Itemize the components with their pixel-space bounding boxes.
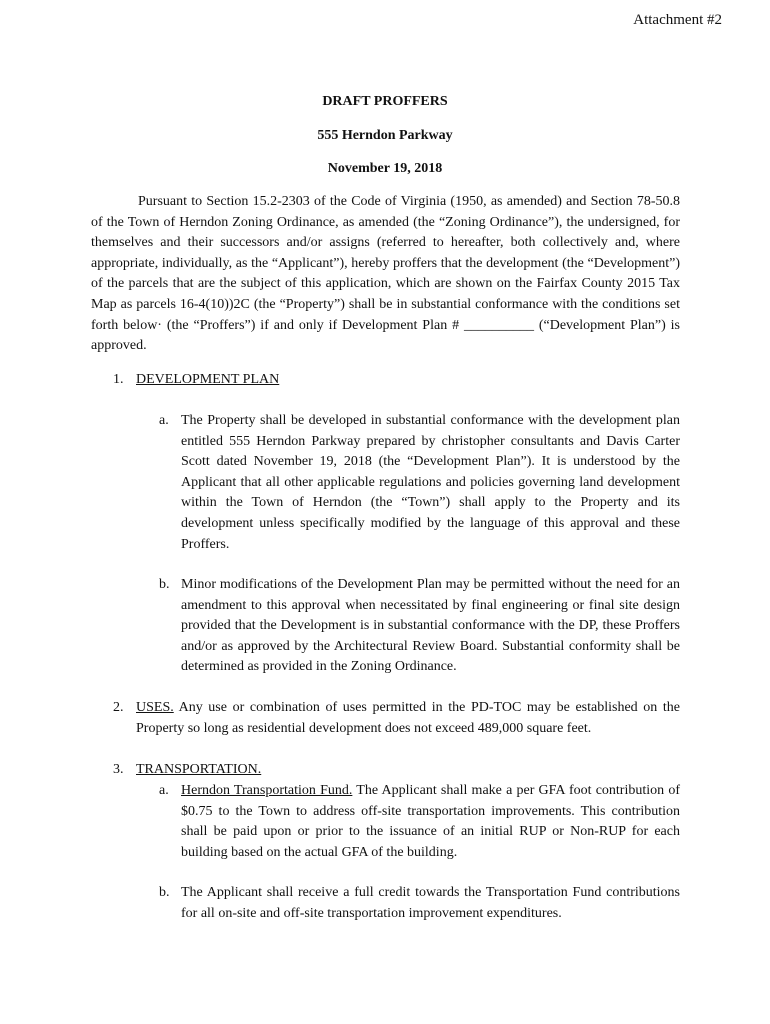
section-3-number: 3. [113, 762, 124, 777]
section-3-heading [113, 760, 680, 781]
section-2-body [136, 698, 680, 739]
section-3a-letter: a. [159, 783, 169, 798]
section-1-title: DEVELOPMENT PLAN [136, 372, 280, 387]
section-1a [159, 411, 680, 555]
section-2-number: 2. [113, 700, 124, 715]
section-3b-text: The Applicant shall receive a full credit towards the Transportation Fund contributions for all on-site and off-site transportation improvement expenditures. [181, 885, 680, 921]
section-3a-text: The Applicant shall make a per GFA foot contribution of $0.75 to the Town to address off-site transportation improvements. This contribution shall be paid upon or prior to the issuance of an initial RUP or Non-RUP for each building based on the actual GFA of the building. [181, 783, 681, 860]
section-3-title: TRANSPORTATION. [136, 762, 262, 777]
section-2-title: USES. [136, 700, 174, 715]
section-1b-letter: b. [159, 577, 170, 592]
section-2 [113, 698, 680, 739]
section-1-heading [113, 370, 680, 391]
property-title: 555 Herndon Parkway [317, 128, 453, 143]
section-3b [159, 883, 680, 924]
section-1b [159, 575, 680, 678]
section-1b-text: Minor modifications of the Development Plan may be permitted without the need for an amendment to this approval when necessitated by final engineering or final site design provided that the Development is in substantial conformance with the DP, these Proffers and/or as approved by the Architectural Review Board. Substantial conformity shall be determined as provided in the Zoning Ordinance. [181, 577, 680, 675]
attachment-label: Attachment #2 [633, 12, 722, 28]
section-1a-text: The Property shall be developed in substantial conformance with the development plan entitled 555 Herndon Parkway prepared by christopher consultants and Davis Carter Scott dated November 19, 2018 (the “Development Plan”). It is understood by the Applicant that all other applicable regulations and policies governing land development within the Town of Herndon (the “Town”) shall apply to the Property and its development unless specifically modified by the language of this approval and these Proffers. [181, 413, 680, 552]
section-2-text: Any use or combination of uses permitted in the PD-TOC may be established on the Property so long as residential development does not exceed 489,000 square feet. [136, 700, 680, 736]
document-date: November 19, 2018 [327, 161, 443, 176]
document-title: DRAFT PROFFERS [322, 94, 448, 109]
section-1a-letter: a. [159, 413, 169, 428]
section-3a-body [181, 781, 680, 863]
section-1-number: 1. [113, 372, 124, 387]
section-3b-letter: b. [159, 885, 170, 900]
intro-paragraph: Pursuant to Section 15.2-2303 of the Code of Virginia (1950, as amended) and Section 78-50.8 of the Town of Herndon Zoning Ordinance, as amended (the “Zoning Ordinance”), the undersigned, for themselves and their successors and/or assigns (referred to hereafter, both collectively and, where appropriate, individually, as the “Applicant”), hereby proffers that the development (the “Development”) of the parcels that are the subject of this application, which are shown on the Fairfax County 2015 Tax Map as parcels 16-4(10))2C (the “Property”) shall be in substantial conformance with the conditions set forth below· (the “Proffers”) if and only if Development Plan # __________ (“Development Plan”) is approved. [91, 194, 680, 354]
section-3a-heading: Herndon Transportation Fund. [181, 783, 353, 798]
section-3a [159, 781, 680, 863]
